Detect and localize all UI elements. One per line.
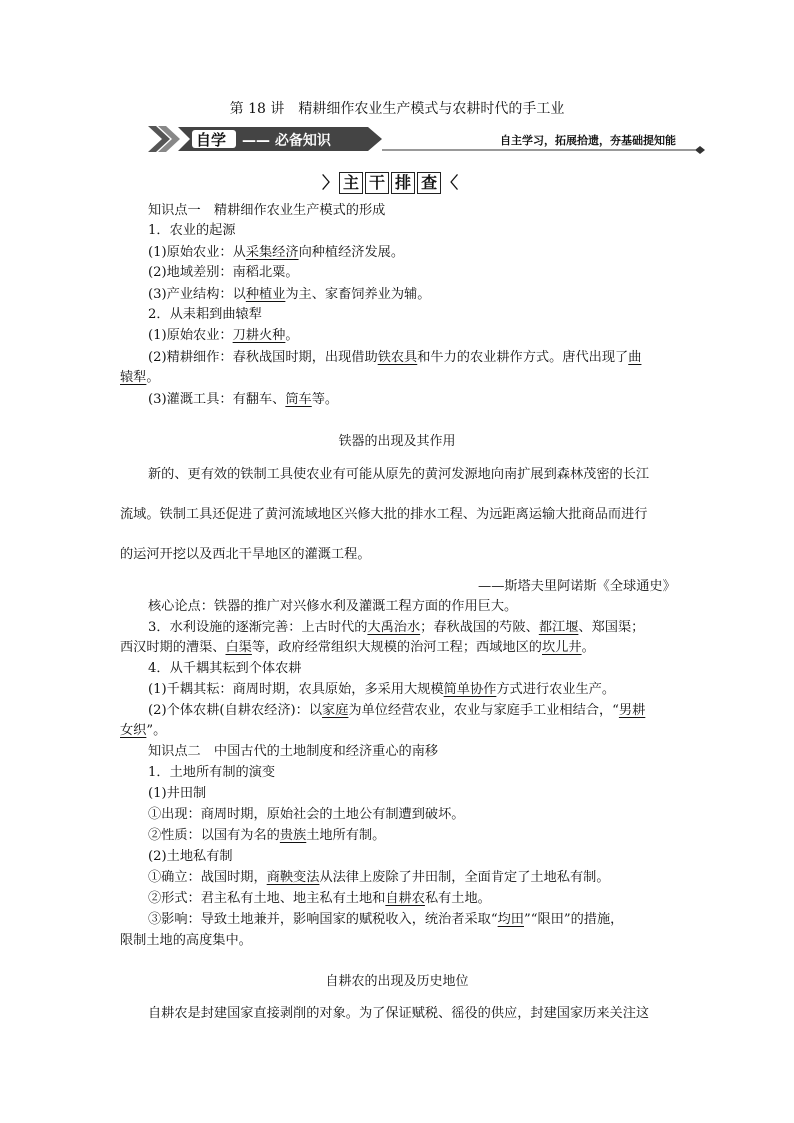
s4-a: (1)千耦其耘：商周时期，农具原始，多采用大规模简单协作方式进行农业生产。 [148,682,616,697]
kp2-j1: ①出现：商周时期，原始社会的土地公有制遭到破坏。 [148,807,465,822]
box1-title: 铁器的出现及其作用 [338,434,456,449]
kp1-s2b-cont: 辕犁。 [120,370,160,385]
kp1-s1b: (2)地域差别：南稻北粟。 [148,265,299,280]
section-banner [148,124,708,154]
kp2-j2: ②性质：以国有为名的贵族土地所有制。 [148,828,386,843]
box1-source: ——斯塔夫里阿诺斯《全球通史》 [478,579,676,594]
box1-p3: 的运河开挖以及西北干旱地区的灌溉工程。 [120,547,371,562]
kp2-p2: ②形式：君主私有土地、地主私有土地和自耕农私有土地。 [148,891,491,906]
kp1-s1a: (1)原始农业：从采集经济向种植经济发展。 [148,245,405,260]
box1-p2: 流域。铁制工具还促进了黄河流域地区兴修大批的排水工程、为远距离运输大批商品而进行 [120,507,648,522]
header-char: 主 [339,172,363,194]
kp2-j: (1)井田制 [148,786,207,801]
header-char: 排 [391,172,415,194]
kp2-p3: ③影响：导致土地兼并，影响国家的赋税收入，统治者采取“均田”“限田”的措施， [148,912,624,927]
kp1-s2a: (1)原始农业：刀耕火种。 [148,328,299,343]
kp1-s1: 1．农业的起源 [148,223,236,238]
s4-title: 4．从千耦其耘到个体农耕 [148,661,302,676]
kp2-p4: 限制土地的高度集中。 [120,933,252,948]
banner-label-bold: 自学 [196,131,227,149]
page-title: 第 18 讲 精耕细作农业生产模式与农耕时代的手工业 [229,101,565,117]
kp2-p1: ①确立：战国时期，商鞅变法从法律上废除了井田制，全面肯定了土地私有制。 [148,870,610,885]
kp2-title: 知识点二 中国古代的土地制度和经济重心的南移 [148,744,439,759]
kp1-s2b: (2)精耕细作：春秋战国时期，出现借助铁农具和牛力的农业耕作方式。唐代出现了曲 [148,350,642,365]
box2-title: 自耕农的出现及历史地位 [325,974,469,989]
section-header: 〉 主 干 排 查 〈 [322,173,459,192]
box2-p1: 自耕农是封建国家直接剥削的对象。为了保证赋税、徭役的供应，封建国家历来关注这 [148,1006,650,1021]
kp1-s1c: (3)产业结构：以种植业为主、家畜饲养业为辅。 [148,287,431,302]
s4-b-cont: 女织”。 [120,723,167,738]
box1-core: 核心论点：铁器的推广对兴修水利及灌溉工程方面的作用巨大。 [148,599,518,614]
kp2-s1: 1．土地所有制的演变 [148,765,276,780]
s3-line1: 3．水利设施的逐渐完善：上古时代的大禹治水；春秋战国的芍陂、都江堰、郑国渠； [148,620,645,635]
s3-line2: 西汉时期的漕渠、白渠等，政府经常组织大规模的治河工程；西域地区的坎儿井。 [120,640,595,655]
kp1-s2: 2．从耒耜到曲辕犁 [148,307,262,322]
header-char: 干 [365,172,389,194]
kp1-s2c: (3)灌溉工具：有翻车、筒车等。 [148,392,339,407]
s4-b: (2)个体农耕(自耕农经济)：以家庭为单位经营农业，农业与家庭手工业相结合，“男耕 [148,703,646,718]
box1-p1: 新的、更有效的铁制工具使农业有可能从原先的黄河发源地向南扩展到森林茂密的长江 [148,467,650,482]
header-char: 查 [417,172,441,194]
kp1-title: 知识点一 精耕细作农业生产模式的形成 [148,203,386,218]
banner-slogan: 自主学习，拓展拾遗，夯基础提知能 [500,134,676,147]
banner-label-rest: —— 必备知识 [242,133,331,149]
kp2-p: (2)土地私有制 [148,849,233,864]
